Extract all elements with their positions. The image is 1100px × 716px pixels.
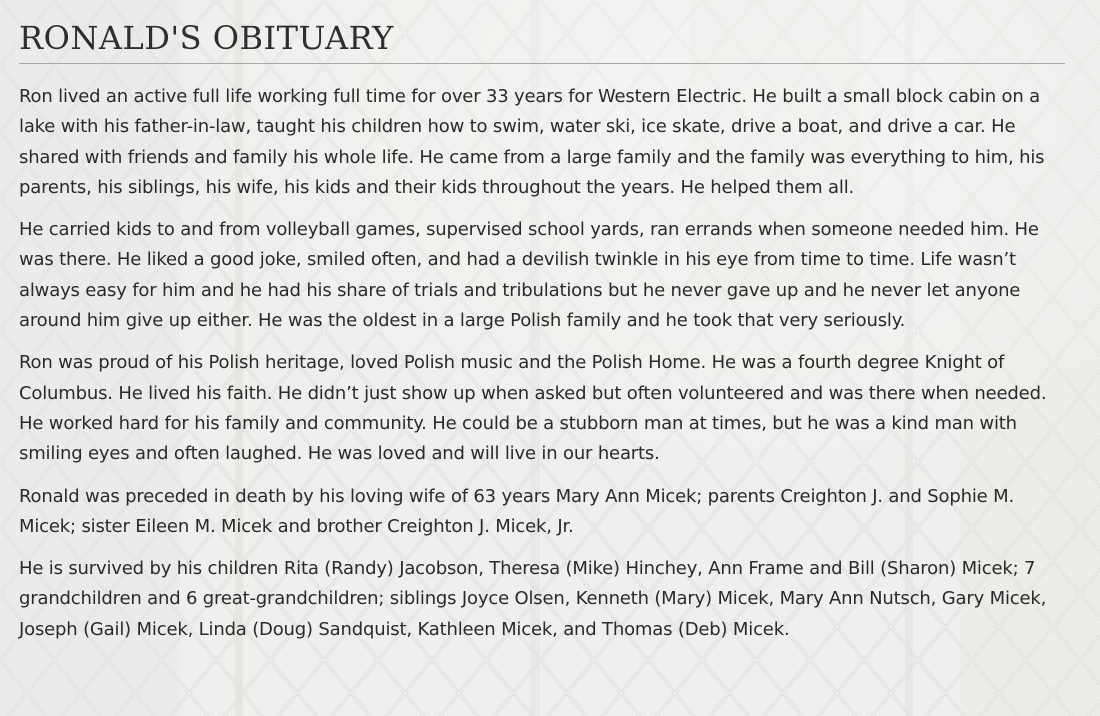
obituary-paragraph: Ronald was preceded in death by his loving wife of 63 years Mary Ann Micek; parents Creighton J. and Sophie M. Micek; sister Eileen M. Micek and brother Creighton J. Micek, Jr.	[19, 485, 1015, 537]
obituary-paragraph: Ron lived an active full life working full time for over 33 years for Western Electric. He built a small block cabin on a lake with his father-in-law, taught his children how to swim, water ski, ice skate, drive a boat, and drive a car. He shared with friends and family his whole life. He came from a large family and the family was everything to him, his parents, his siblings, his wife, his kids and their kids throughout the years. He helped them all.	[19, 86, 1045, 198]
obituary-content	[19, 0, 1065, 657]
obituary-body	[19, 82, 1065, 645]
page-title: RONALD'S OBITUARY	[19, 0, 1065, 64]
obituary-paragraph: Ron was proud of his Polish heritage, loved Polish music and the Polish Home. He was a fourth degree Knight of Columbus. He lived his faith. He didn’t just show up when asked but often volunteered and was there when needed. He worked hard for his family and community. He could be a stubborn man at times, but he was a kind man with smiling eyes and often laughed. He was loved and will live in our hearts.	[19, 352, 1047, 465]
obituary-paragraph: He is survived by his children Rita (Randy) Jacobson, Theresa (Mike) Hinchey, Ann Frame and Bill (Sharon) Micek; 7 grandchildren and 6 great-grandchildren; siblings Joyce Olsen, Kenneth (Mary) Micek, Mary Ann Nutsch, Gary Micek, Joseph (Gail) Micek, Linda (Doug) Sandquist, Kathleen Micek, and Thomas (Deb) Micek.	[19, 558, 1047, 640]
obituary-paragraph: He carried kids to and from volleyball games, supervised school yards, ran errands when someone needed him. He was there. He liked a good joke, smiled often, and had a devilish twinkle in his eye from time to time. Life wasn’t always easy for him and he had his share of trials and tribulations but he never gave up and he never let anyone around him give up either. He was the oldest in a large Polish family and he took that very seriously.	[19, 219, 1039, 332]
